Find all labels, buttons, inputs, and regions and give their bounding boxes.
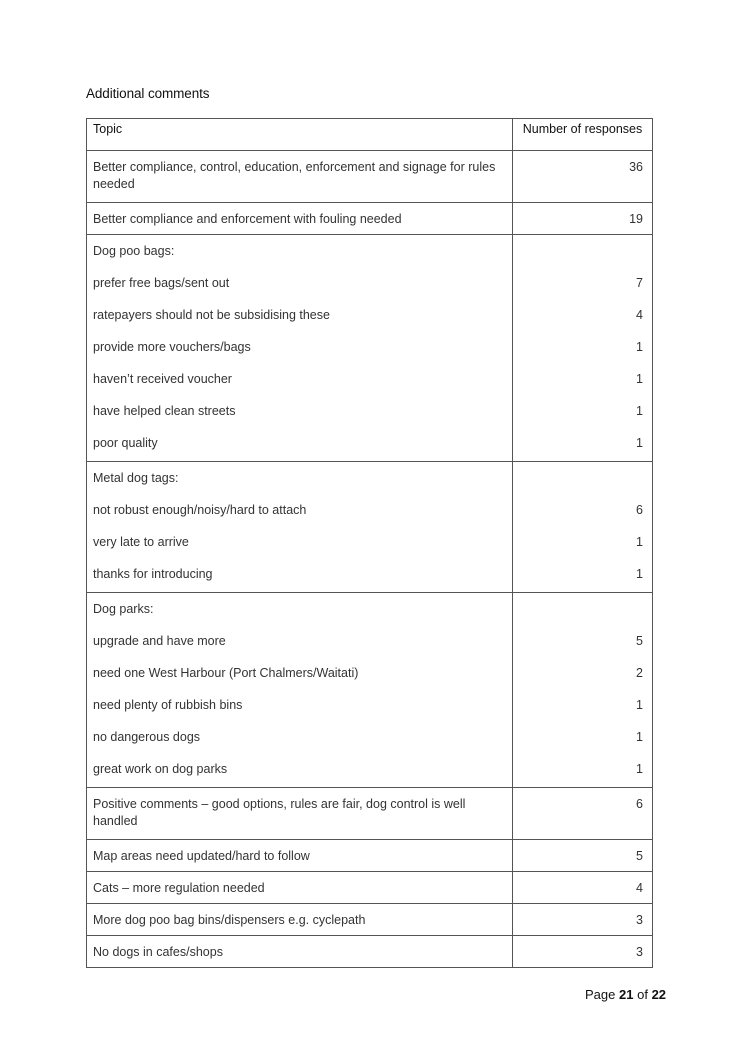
page-number (585, 987, 666, 1002)
group-title: Dog poo bags: (93, 244, 175, 258)
page-total: 22 (651, 987, 667, 1002)
group-item-count: 1 (636, 762, 643, 776)
group-item-count: 1 (636, 372, 643, 386)
table-row (87, 840, 653, 872)
group-topic-cell (87, 462, 513, 593)
row-topic: Map areas need updated/hard to follow (87, 840, 513, 872)
group-row-dog-poo-bags (87, 235, 653, 462)
group-item-topic: prefer free bags/sent out (93, 276, 230, 290)
group-count-cell (513, 235, 653, 462)
group-topic-cell (87, 593, 513, 788)
section-heading: Additional comments (86, 86, 210, 101)
row-topic: Better compliance, control, education, enforcement and signage for rules needed (87, 151, 513, 203)
group-item-count: 6 (636, 503, 643, 517)
group-row-metal-dog-tags (87, 462, 653, 593)
group-item-count: 1 (636, 436, 643, 450)
group-item-count: 5 (636, 634, 643, 648)
row-count: 3 (513, 904, 653, 936)
group-item-count: 2 (636, 666, 643, 680)
group-title: Dog parks: (93, 602, 154, 616)
row-topic: No dogs in cafes/shops (87, 936, 513, 968)
table-header-row (87, 119, 653, 151)
group-item-count: 1 (636, 404, 643, 418)
group-item-topic: need one West Harbour (Port Chalmers/Waitati) (93, 666, 359, 680)
table-row (87, 788, 653, 840)
group-row-dog-parks (87, 593, 653, 788)
group-item-topic: thanks for introducing (93, 567, 213, 581)
row-topic: Positive comments – good options, rules are fair, dog control is well handled (87, 788, 513, 840)
row-count: 3 (513, 936, 653, 968)
table-row (87, 904, 653, 936)
group-item-count: 4 (636, 308, 643, 322)
group-item-count: 1 (636, 535, 643, 549)
group-item-topic: have helped clean streets (93, 404, 236, 418)
group-item-topic: need plenty of rubbish bins (93, 698, 243, 712)
table-row (87, 936, 653, 968)
group-item-count: 1 (636, 698, 643, 712)
group-item-topic: not robust enough/noisy/hard to attach (93, 503, 307, 517)
group-count-cell (513, 462, 653, 593)
row-count: 19 (513, 203, 653, 235)
group-item-topic: haven’t received voucher (93, 372, 232, 386)
table-row (87, 203, 653, 235)
page-current: 21 (619, 987, 634, 1002)
group-item-count: 1 (636, 730, 643, 744)
comments-table (86, 118, 653, 968)
row-topic: Cats – more regulation needed (87, 872, 513, 904)
topic-column-header: Topic (87, 119, 513, 151)
page-word: Page (585, 987, 616, 1002)
group-title-count-blank (519, 243, 643, 275)
row-topic: More dog poo bag bins/dispensers e.g. cyclepath (87, 904, 513, 936)
row-count: 6 (513, 788, 653, 840)
group-item-topic: ratepayers should not be subsidising these (93, 308, 330, 322)
group-item-count: 1 (636, 340, 643, 354)
group-topic-cell (87, 235, 513, 462)
table-row (87, 872, 653, 904)
group-item-topic: poor quality (93, 436, 158, 450)
group-item-topic: upgrade and have more (93, 634, 226, 648)
group-title: Metal dog tags: (93, 471, 179, 485)
table-row (87, 151, 653, 203)
group-item-count: 7 (636, 276, 643, 290)
row-count: 5 (513, 840, 653, 872)
group-item-topic: great work on dog parks (93, 762, 228, 776)
row-topic: Better compliance and enforcement with fouling needed (87, 203, 513, 235)
row-count: 4 (513, 872, 653, 904)
row-count: 36 (513, 151, 653, 203)
group-count-cell (513, 593, 653, 788)
group-item-topic: very late to arrive (93, 535, 189, 549)
group-title-count-blank (519, 470, 643, 502)
responses-column-header: Number of responses (513, 119, 653, 151)
group-title-count-blank (519, 601, 643, 633)
group-item-topic: provide more vouchers/bags (93, 340, 251, 354)
group-item-count: 1 (636, 567, 643, 581)
of-word: of (637, 987, 648, 1002)
group-item-topic: no dangerous dogs (93, 730, 201, 744)
